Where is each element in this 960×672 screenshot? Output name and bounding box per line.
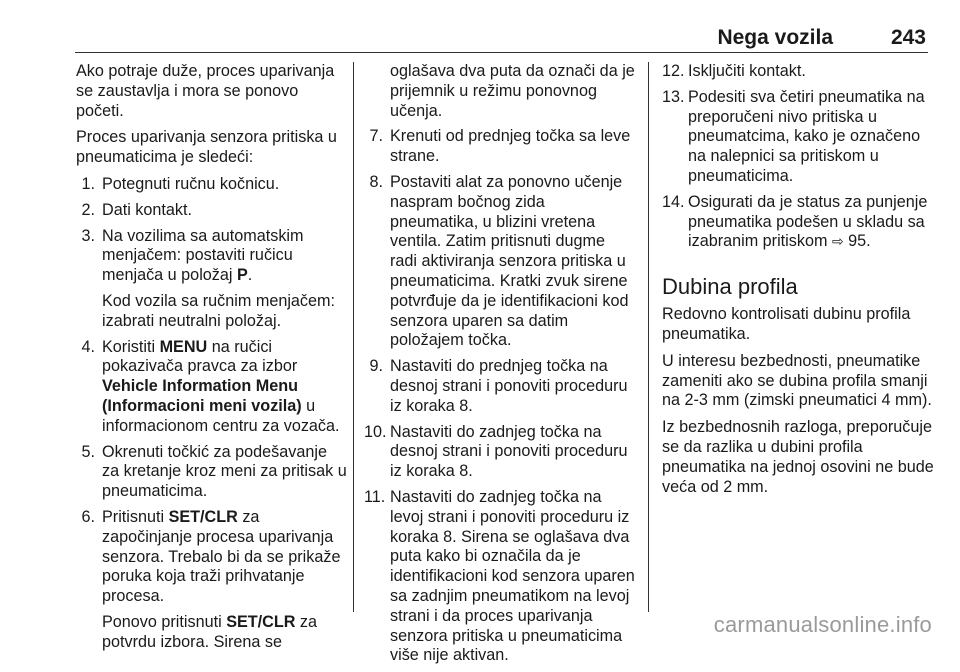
list-number: 3. <box>81 226 95 245</box>
list-item <box>364 357 636 416</box>
list-item <box>364 173 636 351</box>
list-number: 8. <box>369 172 383 191</box>
paragraph: Redovno kontrolisati dubinu profila pneumatika. <box>662 305 911 343</box>
menu-keyword: MENU <box>159 337 208 356</box>
list-text: Nastaviti do zadnjeg točka na levoj strani i ponoviti proceduru iz koraka 8. Sirena se oglašava dva puta kako bi označila da je identifikacioni kod senzora uparen sa zadnjim pneumatikom na levoj strani i da proces uparivanja senzora pritiska u pneumaticima više nije aktivan. <box>390 487 635 665</box>
set-clr-keyword: SET/CLR <box>168 507 238 526</box>
list-text: Podesiti sva četiri pneumatika na preporučeni nivo pritiska u pneumatcima, kako je označeno na nalepnici sa pritiskom u pneumaticima. <box>688 87 925 185</box>
list-text: Postaviti alat za ponovno učenje naspram bočnog zida pneumatika, u blizini vretena ventila. Zatim pritisnuti dugme radi aktiviranja senzora pritiska u pneumaticima. Kratki zvuk sirene potvrđuje da je identifikacioni kod senzora uparen sa datim položajem točka. <box>390 172 629 350</box>
list-text: za započinjanje procesa uparivanja senzora. Trebalo bi da se prikaže poruka koja traži prihvatanje procesa. <box>102 507 341 606</box>
list-item <box>76 338 348 437</box>
list-number: 2. <box>81 200 95 219</box>
list-item <box>76 508 348 607</box>
list-text: Nastaviti do prednjeg točka na desnoj strani i ponoviti proceduru iz koraka 8. <box>390 357 628 415</box>
list-item <box>76 443 348 502</box>
list-number: 13. <box>662 87 685 106</box>
column-divider-1 <box>353 62 354 612</box>
list-item <box>364 127 636 167</box>
list-text: Koristiti <box>102 337 160 356</box>
page-reference-link[interactable]: 95. <box>843 232 871 251</box>
list-item <box>662 62 934 82</box>
column-3 <box>662 62 934 504</box>
list-text: Nastaviti do zadnjeg točka na desnoj strani i ponoviti proceduru iz koraka 8. <box>390 422 628 481</box>
paragraph: Ako potraje duže, proces uparivanja se zaustavlja i mora se ponovo početi. <box>76 62 335 120</box>
vehicle-info-menu-keyword: Vehicle Information Menu (Informacioni meni vozila) <box>102 377 302 415</box>
list-number: 11. <box>364 487 386 506</box>
list-continuation: oglašava dva puta da označi da je prijemnik u režimu ponovnog učenja. <box>390 62 635 120</box>
list-text: Dati kontakt. <box>102 200 192 219</box>
set-clr-keyword: SET/CLR <box>226 612 296 631</box>
list-item <box>662 88 934 187</box>
list-text: na ručici pokazivača pravca za izbor <box>102 337 298 376</box>
column-divider-2 <box>648 62 649 612</box>
list-number: 5. <box>81 442 95 461</box>
section-title: Nega vozila <box>717 26 833 49</box>
list-subparagraph <box>76 613 348 653</box>
list-subparagraph: Kod vozila sa ručnim menjačem: izabrati neutralni položaj. <box>102 291 336 330</box>
list-item <box>364 488 636 666</box>
list-number: 10. <box>364 422 387 441</box>
list-item <box>76 175 348 195</box>
list-number: 1. <box>81 174 95 193</box>
list-text: Osigurati da je status za punjenje pneumatika podešen u skladu sa izabranim pritiskom <box>688 192 928 251</box>
list-item <box>662 193 934 253</box>
list-item <box>76 201 348 221</box>
column-2 <box>364 62 636 672</box>
paragraph: U interesu bezbednosti, pneumatike zameniti ako se dubina profila smanji na 2-3 mm (zimski pneumatici 4 mm). <box>662 351 932 410</box>
list-text: Pritisnuti <box>102 507 169 526</box>
list-text: Potegnuti ručnu kočnicu. <box>102 174 280 193</box>
list-text: Ponovo pritisnuti <box>102 612 227 631</box>
list-text: Isključiti kontakt. <box>688 62 806 80</box>
list-number: 14. <box>662 192 685 211</box>
list-text: Okrenuti točkić za podešavanje za kretanje kroz meni za pritisak u pneumaticima. <box>102 442 347 501</box>
page-number: 243 <box>890 26 926 49</box>
list-number: 7. <box>369 127 383 146</box>
paragraph: Proces uparivanja senzora pritiska u pneumaticima je sledeći: <box>76 128 337 167</box>
list-item <box>76 227 348 286</box>
list-number: 4. <box>81 337 95 356</box>
column-1 <box>76 62 348 659</box>
watermark: carmanualsonline.info <box>713 612 932 637</box>
list-text: Na vozilima sa automatskim menjačem: postaviti ručicu menjača u položaj <box>102 226 304 285</box>
list-text: Krenuti od prednjeg točka sa leve strane. <box>390 127 631 166</box>
list-number: 12. <box>662 62 685 80</box>
list-text: za potvrdu izbora. Sirena se <box>102 612 318 651</box>
section-heading: Dubina profila <box>662 274 798 300</box>
list-text: . <box>247 266 253 285</box>
list-number: 9. <box>369 357 383 376</box>
page-header <box>75 0 928 53</box>
paragraph: Iz bezbednosnih razloga, preporučuje se da razlika u dubini profila pneumatika na jednoj osovini ne bude veća od 2 mm. <box>662 418 934 496</box>
list-text: u informacionom centru za vozača. <box>102 396 340 435</box>
list-number: 6. <box>81 507 95 526</box>
list-item <box>364 423 636 482</box>
page-reference-arrow-icon: ⇨ <box>831 234 844 251</box>
gear-position-p: P <box>236 266 248 285</box>
